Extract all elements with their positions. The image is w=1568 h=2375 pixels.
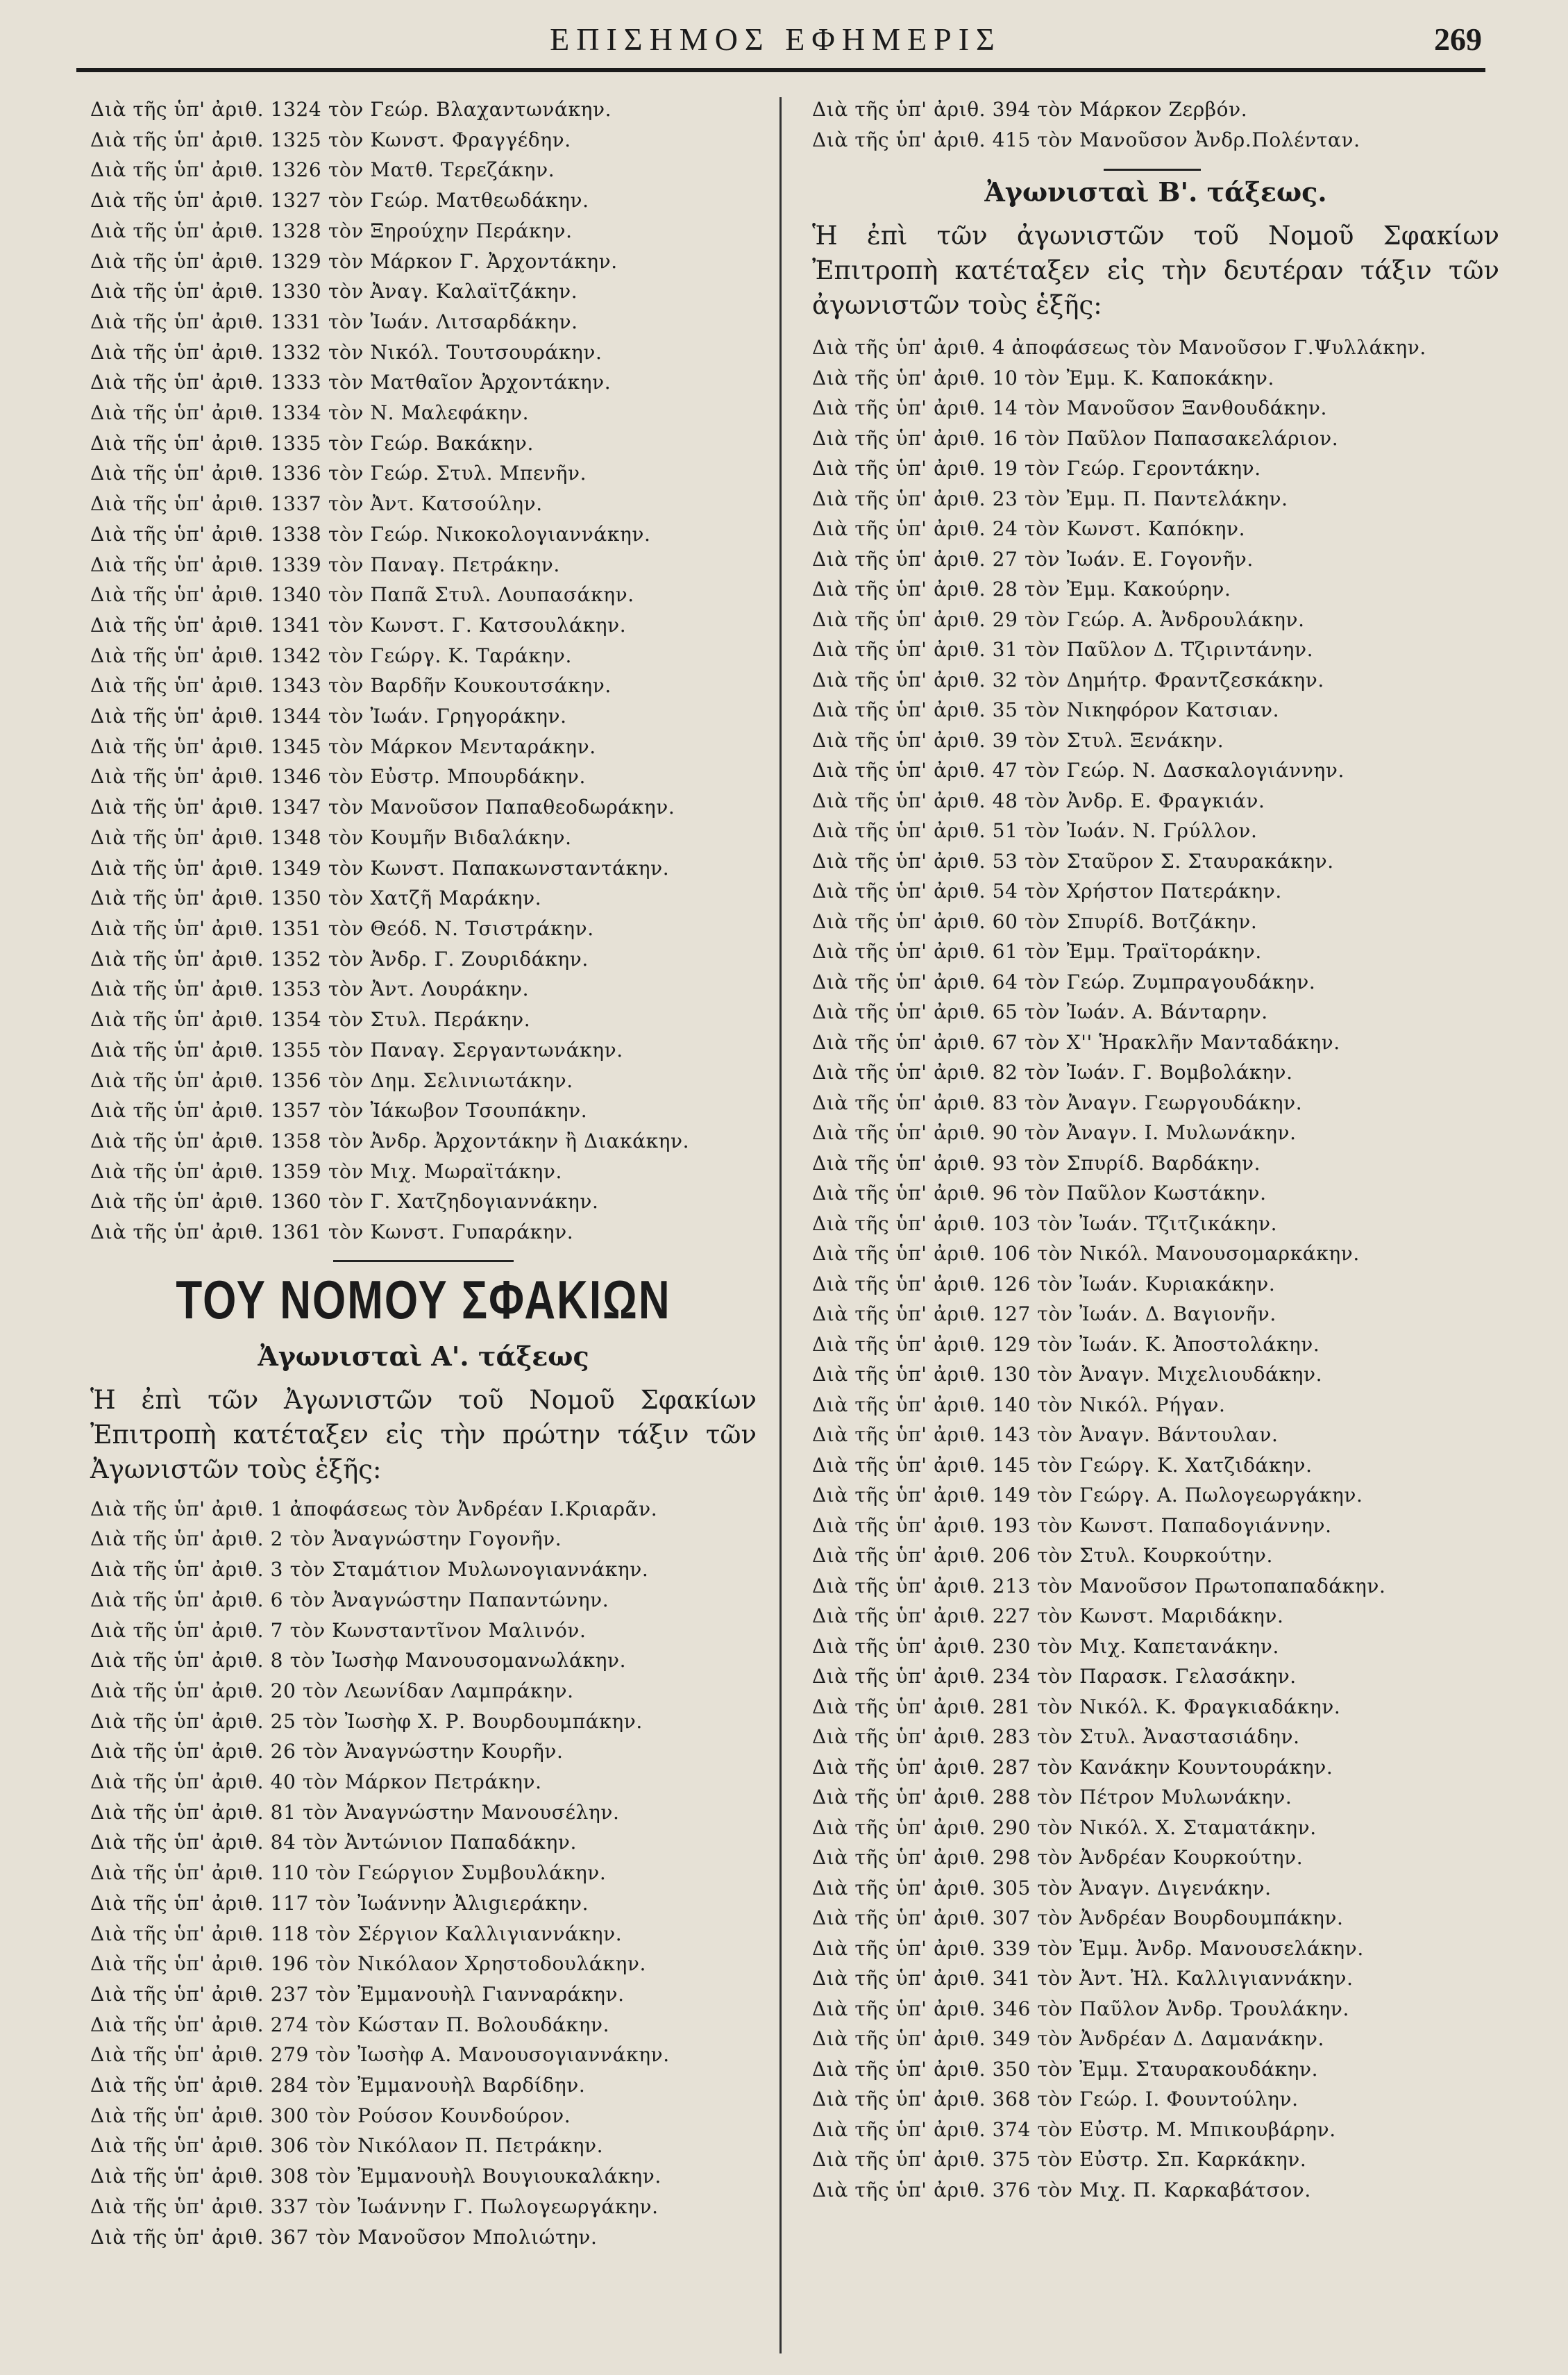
list-entry: Διὰ τῆς ὑπ' ἀριθ. 290 τὸν Νικόλ. Χ. Σταματάκην. <box>812 1815 1317 1839</box>
list-entry: Διὰ τῆς ὑπ' ἀριθ. 1347 τὸν Μανοῦσον Παπαθεοδωράκην. <box>90 796 675 819</box>
list-entry: Διὰ τῆς ὑπ' ἀριθ. 26 τὸν Ἀναγνώστην Κουρῆν. <box>90 1740 564 1763</box>
list-entry: Διὰ τῆς ὑπ' ἀριθ. 1336 τὸν Γεώρ. Στυλ. Μπενῆν. <box>90 462 587 485</box>
list-entry: Διὰ τῆς ὑπ' ἀριθ. 1358 τὸν Ἀνδρ. Ἀρχοντάκην ἢ Διακάκην. <box>90 1129 690 1152</box>
list-entry: Διὰ τῆς ὑπ' ἀριθ. 23 τὸν Ἐμμ. Π. Παντελάκην. <box>812 487 1288 510</box>
list-entry: Διὰ τῆς ὑπ' ἀριθ. 1325 τὸν Κωνστ. Φραγγέδην. <box>90 128 571 151</box>
intro-paragraph-first-class: Ἡ ἐπὶ τῶν Ἀγωνιστῶν τοῦ Νομοῦ Σφακίων Ἐπιτροπὴ κατέταξεν εἰς τὴν πρώτην τάξιν τῶν Ἀγωνιστῶν τοὺς ἑξῆς: <box>90 1384 757 1484</box>
list-entry: Διὰ τῆς ὑπ' ἀριθ. 1360 τὸν Γ. Χατζηδογιαννάκην. <box>90 1190 599 1214</box>
list-entry: Διὰ τῆς ὑπ' ἀριθ. 279 τὸν Ἰωσὴφ Α. Μανουσογιαννάκην. <box>90 2043 670 2067</box>
list-entry: Διὰ τῆς ὑπ' ἀριθ. 83 τὸν Ἀναγν. Γεωργουδάκην. <box>812 1091 1303 1114</box>
list-entry: Διὰ τῆς ὑπ' ἀριθ. 1345 τὸν Μάρκον Μενταράκην. <box>90 735 596 758</box>
list-entry: Διὰ τῆς ὑπ' ἀριθ. 29 τὸν Γεώρ. Α. Ἀνδρουλάκην. <box>812 607 1305 631</box>
list-entry: Διὰ τῆς ὑπ' ἀριθ. 53 τὸν Σταῦρον Σ. Σταυρακάκην. <box>812 849 1334 873</box>
list-entry: Διὰ τῆς ὑπ' ἀριθ. 230 τὸν Μιχ. Καπετανάκην. <box>812 1634 1279 1658</box>
list-entry: Διὰ τῆς ὑπ' ἀριθ. 1356 τὸν Δημ. Σελινιωτάκην. <box>90 1068 573 1092</box>
list-entry: Διὰ τῆς ὑπ' ἀριθ. 1334 τὸν Ν. Μαλεφάκην. <box>90 401 530 425</box>
list-entry: Διὰ τῆς ὑπ' ἀριθ. 84 τὸν Ἀντώνιον Παπαδάκην. <box>90 1831 578 1854</box>
list-entry: Διὰ τῆς ὑπ' ἀριθ. 7 τὸν Κωνσταντῖνον Μαλινόν. <box>90 1618 587 1642</box>
list-entry: Διὰ τῆς ὑπ' ἀριθ. 298 τὸν Ἀνδρέαν Κουρκούτην. <box>812 1846 1304 1869</box>
list-entry: Διὰ τῆς ὑπ' ἀριθ. 106 τὸν Νικόλ. Μανουσομαρκάκην. <box>812 1242 1360 1265</box>
list-entry: Διὰ τῆς ὑπ' ἀριθ. 47 τὸν Γεώρ. Ν. Δασκαλογιάννην. <box>812 759 1345 782</box>
list-entry: Διὰ τῆς ὑπ' ἀριθ. 1349 τὸν Κωνστ. Παπακωνσταντάκην. <box>90 856 670 880</box>
list-entry: Διὰ τῆς ὑπ' ἀριθ. 8 τὸν Ἰωσὴφ Μανουσομανωλάκην. <box>90 1649 627 1672</box>
column-divider <box>779 97 782 2353</box>
list-entry: Διὰ τῆς ὑπ' ἀριθ. 305 τὸν Ἀναγν. Διγενάκην. <box>812 1876 1272 1899</box>
list-entry: Διὰ τῆς ὑπ' ἀριθ. 61 τὸν Ἐμμ. Τραϊτοράκην. <box>812 940 1262 963</box>
list-entry: Διὰ τῆς ὑπ' ἀριθ. 1327 τὸν Γεώρ. Ματθεωδάκην. <box>90 189 589 212</box>
list-entry: Διὰ τῆς ὑπ' ἀριθ. 193 τὸν Κωνστ. Παπαδογιάννην. <box>812 1513 1332 1537</box>
right-entries <box>812 333 1499 2205</box>
list-entry: Διὰ τῆς ὑπ' ἀριθ. 1352 τὸν Ἀνδρ. Γ. Ζουριδάκην. <box>90 947 589 971</box>
list-entry: Διὰ τῆς ὑπ' ἀριθ. 1332 τὸν Νικόλ. Τουτσουράκην. <box>90 340 602 364</box>
list-entry: Διὰ τῆς ὑπ' ἀριθ. 64 τὸν Γεώρ. Ζυμπραγουδάκην. <box>812 970 1316 993</box>
list-entry: Διὰ τῆς ὑπ' ἀριθ. 227 τὸν Κωνστ. Μαριδάκην. <box>812 1604 1284 1627</box>
list-entry: Διὰ τῆς ὑπ' ἀριθ. 1338 τὸν Γεώρ. Νικοκολογιαννάκην. <box>90 522 651 546</box>
list-entry: Διὰ τῆς ὑπ' ἀριθ. 1357 τὸν Ἰάκωβον Τσουπάκην. <box>90 1099 588 1123</box>
list-entry: Διὰ τῆς ὑπ' ἀριθ. 1340 τὸν Παπᾶ Στυλ. Λουπασάκην. <box>90 583 634 607</box>
right-entries-top <box>812 94 1499 155</box>
list-entry: Διὰ τῆς ὑπ' ἀριθ. 284 τὸν Ἐμμανουὴλ Βαρδίδην. <box>90 2074 586 2097</box>
list-entry: Διὰ τῆς ὑπ' ἀριθ. 51 τὸν Ἰωάν. Ν. Γρύλλον. <box>812 819 1258 842</box>
list-entry: Διὰ τῆς ὑπ' ἀριθ. 127 τὸν Ἰωάν. Δ. Βαγιονῆν. <box>812 1302 1276 1325</box>
list-entry: Διὰ τῆς ὑπ' ἀριθ. 140 τὸν Νικόλ. Ρήγαν. <box>812 1393 1226 1416</box>
list-entry: Διὰ τῆς ὑπ' ἀριθ. 60 τὸν Σπυρίδ. Βοτζάκην. <box>812 909 1258 933</box>
list-entry: Διὰ τῆς ὑπ' ἀριθ. 96 τὸν Παῦλον Κωστάκην. <box>812 1182 1267 1205</box>
list-entry: Διὰ τῆς ὑπ' ἀριθ. 376 τὸν Μιχ. Π. Καρκαβάτσον. <box>812 2178 1311 2201</box>
list-entry: Διὰ τῆς ὑπ' ἀριθ. 82 τὸν Ἰωάν. Γ. Βομβολάκην. <box>812 1061 1293 1084</box>
list-entry: Διὰ τῆς ὑπ' ἀριθ. 103 τὸν Ἰωάν. Τζιτζικάκην. <box>812 1211 1278 1235</box>
list-entry: Διὰ τῆς ὑπ' ἀριθ. 237 τὸν Ἐμμανουὴλ Γιανναράκην. <box>90 1982 625 2006</box>
list-entry: Διὰ τῆς ὑπ' ἀριθ. 10 τὸν Ἐμμ. Κ. Καποκάκην. <box>812 366 1274 389</box>
list-entry: Διὰ τῆς ὑπ' ἀριθ. 81 τὸν Ἀναγνώστην Μανουσέλην. <box>90 1800 620 1824</box>
list-entry: Διὰ τῆς ὑπ' ἀριθ. 1329 τὸν Μάρκον Γ. Ἀρχοντάκην. <box>90 249 618 273</box>
list-entry: Διὰ τῆς ὑπ' ἀριθ. 20 τὸν Λεωνίδαν Λαμπράκην. <box>90 1679 574 1702</box>
list-entry: Διὰ τῆς ὑπ' ἀριθ. 206 τὸν Στυλ. Κουρκούτην. <box>812 1544 1273 1567</box>
list-entry: Διὰ τῆς ὑπ' ἀριθ. 1354 τὸν Στυλ. Περάκην. <box>90 1008 531 1032</box>
list-entry: Διὰ τῆς ὑπ' ἀριθ. 93 τὸν Σπυρίδ. Βαρδάκην. <box>812 1151 1261 1175</box>
list-entry: Διὰ τῆς ὑπ' ἀριθ. 1343 τὸν Βαρδῆν Κουκουτσάκην. <box>90 674 612 698</box>
header-rule <box>76 68 1485 72</box>
list-entry: Διὰ τῆς ὑπ' ἀριθ. 274 τὸν Κώσταν Π. Βολουδάκην. <box>90 2013 610 2036</box>
list-entry: Διὰ τῆς ὑπ' ἀριθ. 117 τὸν Ἰωάννην Ἀλιgιεράκην. <box>90 1891 589 1915</box>
list-entry: Διὰ τῆς ὑπ' ἀριθ. 213 τὸν Μανοῦσον Πρωτοπαπαδάκην. <box>812 1574 1386 1597</box>
list-entry: Διὰ τῆς ὑπ' ἀριθ. 1330 τὸν Ἀναγ. Καλαϊτζάκην. <box>90 280 578 303</box>
list-entry: Διὰ τῆς ὑπ' ἀριθ. 48 τὸν Ἀνδρ. Ε. Φραγκιάν. <box>812 789 1265 812</box>
list-entry: Διὰ τῆς ὑπ' ἀριθ. 307 τὸν Ἀνδρέαν Βουρδουμπάκην. <box>812 1906 1344 1929</box>
list-entry: Διὰ τῆς ὑπ' ἀριθ. 374 τὸν Εὐστρ. Μ. Μπικουβάρην. <box>812 2117 1336 2141</box>
list-entry: Διὰ τῆς ὑπ' ἀριθ. 1355 τὸν Παναγ. Σεργαντωνάκην. <box>90 1038 623 1061</box>
list-entry: Διὰ τῆς ὑπ' ἀριθ. 54 τὸν Χρήστον Πατεράκην. <box>812 880 1282 903</box>
list-entry: Διὰ τῆς ὑπ' ἀριθ. 14 τὸν Μανοῦσον Ξανθουδάκην. <box>812 396 1327 419</box>
ornament-rule <box>1104 169 1201 171</box>
list-entry: Διὰ τῆς ὑπ' ἀριθ. 27 τὸν Ἰωάν. Ε. Γογονῆν. <box>812 547 1254 571</box>
list-entry: Διὰ τῆς ὑπ' ἀριθ. 283 τὸν Στυλ. Ἀναστασιάδην. <box>812 1725 1300 1748</box>
page-number: 269 <box>1434 22 1482 57</box>
ornament-rule <box>333 1260 514 1262</box>
list-entry: Διὰ τῆς ὑπ' ἀριθ. 368 τὸν Γεώρ. Ι. Φουντούλην. <box>812 2088 1299 2110</box>
list-entry: Διὰ τῆς ὑπ' ἀριθ. 306 τὸν Νικόλαον Π. Πετράκην. <box>90 2134 604 2158</box>
left-column <box>90 94 757 2252</box>
list-entry: Διὰ τῆς ὑπ' ἀριθ. 1339 τὸν Παναγ. Πετράκην. <box>90 553 560 576</box>
list-entry: Διὰ τῆς ὑπ' ἀριθ. 1344 τὸν Ἰωάν. Γρηγοράκην. <box>90 705 567 728</box>
list-entry: Διὰ τῆς ὑπ' ἀριθ. 1348 τὸν Κουμῆν Βιδαλάκην. <box>90 825 572 849</box>
list-entry: Διὰ τῆς ὑπ' ἀριθ. 1350 τὸν Χατζῆ Μαράκην. <box>90 887 542 910</box>
list-entry: Διὰ τῆς ὑπ' ἀριθ. 67 τὸν Χ'' Ἡρακλῆν Μανταδάκην. <box>812 1030 1340 1054</box>
list-entry: Διὰ τῆς ὑπ' ἀριθ. 350 τὸν Ἐμμ. Σταυρακουδάκην. <box>812 2057 1319 2081</box>
list-entry: Διὰ τῆς ὑπ' ἀριθ. 143 τὸν Ἀναγν. Βάντουλαν. <box>812 1423 1279 1446</box>
list-entry: Διὰ τῆς ὑπ' ἀριθ. 40 τὸν Μάρκον Πετράκην. <box>90 1770 542 1794</box>
list-entry: Διὰ τῆς ὑπ' ἀριθ. 367 τὸν Μανοῦσον Μπολιώτην. <box>90 2225 598 2249</box>
list-entry: Διὰ τῆς ὑπ' ἀριθ. 129 τὸν Ἰωάν. Κ. Ἀποστολάκην. <box>812 1332 1320 1356</box>
list-entry: Διὰ τῆς ὑπ' ἀριθ. 32 τὸν Δημήτρ. Φραντζεσκάκην. <box>812 668 1324 691</box>
list-entry: Διὰ τῆς ὑπ' ἀριθ. 1342 τὸν Γεώργ. Κ. Ταράκην. <box>90 644 572 667</box>
intro-paragraph-second-class: Ἡ ἐπὶ τῶν ἀγωνιστῶν τοῦ Νομοῦ Σφακίων Ἐπιτροπὴ κατέταξεν εἰς τὴν δευτέραν τάξιν τῶν ἀγωνιστῶν τοὺς ἑξῆς: <box>812 221 1499 320</box>
list-entry: Διὰ τῆς ὑπ' ἀριθ. 149 τὸν Γεώργ. Α. Πωλογεωργάκην. <box>812 1484 1363 1507</box>
list-entry: Διὰ τῆς ὑπ' ἀριθ. 39 τὸν Στυλ. Ξενάκην. <box>812 728 1224 752</box>
list-entry: Διὰ τῆς ὑπ' ἀριθ. 16 τὸν Παῦλον Παπασακελάριον. <box>812 426 1339 450</box>
list-entry: Διὰ τῆς ὑπ' ἀριθ. 4 ἀποφάσεως τὸν Μανοῦσον Γ.Ψυλλάκην. <box>812 336 1426 359</box>
list-entry: Διὰ τῆς ὑπ' ἀριθ. 110 τὸν Γεώργιον Συμβουλάκην. <box>90 1861 607 1885</box>
list-entry: Διὰ τῆς ὑπ' ἀριθ. 3 τὸν Σταμάτιον Μυλωνογιαννάκην. <box>90 1558 649 1581</box>
list-entry: Διὰ τῆς ὑπ' ἀριθ. 300 τὸν Ρούσον Κουνδούρον. <box>90 2104 571 2127</box>
list-entry: Διὰ τῆς ὑπ' ἀριθ. 1359 τὸν Μιχ. Μωραϊτάκην. <box>90 1159 562 1183</box>
list-entry: Διὰ τῆς ὑπ' ἀριθ. 1346 τὸν Εὐστρ. Μπουρδάκην. <box>90 765 587 789</box>
list-entry: Διὰ τῆς ὑπ' ἀριθ. 35 τὸν Νικηφόρον Κατσιαν. <box>812 698 1280 721</box>
list-entry: Διὰ τῆς ὑπ' ἀριθ. 1341 τὸν Κωνστ. Γ. Κατσουλάκην. <box>90 613 627 637</box>
left-entries-top <box>90 94 757 1248</box>
list-entry: Διὰ τῆς ὑπ' ἀριθ. 126 τὸν Ἰωάν. Κυριακάκην. <box>812 1272 1276 1295</box>
list-entry: Διὰ τῆς ὑπ' ἀριθ. 339 τὸν Ἐμμ. Ἀνδρ. Μανουσελάκην. <box>812 1936 1364 1960</box>
list-entry: Διὰ τῆς ὑπ' ἀριθ. 415 τὸν Μανοῦσον Ἀνδρ.Πολένταν. <box>812 128 1360 151</box>
list-entry: Διὰ τῆς ὑπ' ἀριθ. 287 τὸν Κανάκην Κουντουράκην. <box>812 1755 1333 1779</box>
list-entry: Διὰ τῆς ὑπ' ἀριθ. 1333 τὸν Ματθαῖον Ἀρχοντάκην. <box>90 371 612 394</box>
list-entry: Διὰ τῆς ὑπ' ἀριθ. 24 τὸν Κωνστ. Καπόκην. <box>812 517 1246 540</box>
list-entry: Διὰ τῆς ὑπ' ἀριθ. 25 τὸν Ἰωσὴφ Χ. Ρ. Βουρδουμπάκην. <box>90 1709 643 1733</box>
list-entry: Διὰ τῆς ὑπ' ἀριθ. 1361 τὸν Κωνστ. Γυπαράκην. <box>90 1220 574 1244</box>
list-entry: Διὰ τῆς ὑπ' ἀριθ. 1337 τὸν Ἀντ. Κατσούλην. <box>90 492 543 516</box>
list-entry: Διὰ τῆς ὑπ' ἀριθ. 337 τὸν Ἰωάννην Γ. Πωλογεωργάκην. <box>90 2194 659 2218</box>
list-entry: Διὰ τῆς ὑπ' ἀριθ. 118 τὸν Σέργιον Καλλιγιαννάκην. <box>90 1922 623 1945</box>
list-entry: Διὰ τῆς ὑπ' ἀριθ. 145 τὸν Γεώργ. Κ. Χατζιδάκην. <box>812 1453 1313 1477</box>
section-subtitle-first-class: Ἀγωνισταὶ Α'. τάξεως <box>258 1340 589 1372</box>
list-entry: Διὰ τῆς ὑπ' ἀριθ. 28 τὸν Ἐμμ. Κακούρην. <box>812 578 1231 601</box>
list-entry: Διὰ τῆς ὑπ' ἀριθ. 288 τὸν Πέτρον Μυλωνάκην. <box>812 1786 1292 1808</box>
section-title: ΤΟΥ ΝΟΜΟΥ ΣΦΑΚΙΩΝ <box>176 1270 671 1331</box>
list-entry: Διὰ τῆς ὑπ' ἀριθ. 341 τὸν Ἀντ. Ἠλ. Καλλιγιαννάκην. <box>812 1967 1354 1990</box>
list-entry: Διὰ τῆς ὑπ' ἀριθ. 1331 τὸν Ἰωάν. Λιτσαρδάκην. <box>90 310 578 333</box>
list-entry: Διὰ τῆς ὑπ' ἀριθ. 2 τὸν Ἀναγνώστην Γογονῆν. <box>90 1527 562 1551</box>
list-entry: Διὰ τῆς ὑπ' ἀριθ. 1328 τὸν Ξηρούχην Περάκην. <box>90 219 573 242</box>
list-entry: Διὰ τῆς ὑπ' ἀριθ. 281 τὸν Νικόλ. Κ. Φραγκιαδάκην. <box>812 1695 1341 1718</box>
list-entry: Διὰ τῆς ὑπ' ἀριθ. 394 τὸν Μάρκον Ζερβόν. <box>812 98 1248 121</box>
section-subtitle-second-class: Ἀγωνισταὶ Β'. τάξεως. <box>984 176 1327 208</box>
list-entry: Διὰ τῆς ὑπ' ἀριθ. 90 τὸν Ἀναγν. Ι. Μυλωνάκην. <box>812 1121 1297 1144</box>
list-entry: Διὰ τῆς ὑπ' ἀριθ. 234 τὸν Παρασκ. Γελασάκην. <box>812 1665 1297 1688</box>
list-entry: Διὰ τῆς ὑπ' ἀριθ. 346 τὸν Παῦλον Ἀνδρ. Τρουλάκην. <box>812 1997 1349 2020</box>
list-entry: Διὰ τῆς ὑπ' ἀριθ. 1 ἀποφάσεως τὸν Ἀνδρέαν Ι.Κριαρᾶν. <box>90 1497 658 1520</box>
list-entry: Διὰ τῆς ὑπ' ἀριθ. 19 τὸν Γεώρ. Γεροντάκην. <box>812 457 1261 480</box>
list-entry: Διὰ τῆς ὑπ' ἀριθ. 1335 τὸν Γεώρ. Βακάκην. <box>90 431 534 455</box>
list-entry: Διὰ τῆς ὑπ' ἀριθ. 65 τὸν Ἰωάν. Α. Βάνταρην. <box>812 1000 1268 1023</box>
list-entry: Διὰ τῆς ὑπ' ἀριθ. 1353 τὸν Ἀντ. Λουράκην. <box>90 977 530 1001</box>
list-entry: Διὰ τῆς ὑπ' ἀριθ. 349 τὸν Ἀνδρέαν Δ. Δαμανάκην. <box>812 2027 1324 2050</box>
list-entry: Διὰ τῆς ὑπ' ἀριθ. 1324 τὸν Γεώρ. Βλαχαντωνάκην. <box>90 98 612 121</box>
right-column <box>812 94 1499 2205</box>
list-entry: Διὰ τῆς ὑπ' ἀριθ. 1326 τὸν Ματθ. Τερεζάκην. <box>90 158 555 182</box>
list-entry: Διὰ τῆς ὑπ' ἀριθ. 6 τὸν Ἀναγνώστην Παπαντώνην. <box>90 1588 609 1611</box>
list-entry: Διὰ τῆς ὑπ' ἀριθ. 31 τὸν Παῦλον Δ. Τζιριντάνην. <box>812 638 1314 661</box>
list-entry: Διὰ τῆς ὑπ' ἀριθ. 196 τὸν Νικόλαον Χρηστοδουλάκην. <box>90 1952 646 1976</box>
list-entry: Διὰ τῆς ὑπ' ἀριθ. 375 τὸν Εὐστρ. Σπ. Καρκάκην. <box>812 2148 1307 2171</box>
page-header <box>69 21 1482 62</box>
list-entry: Διὰ τῆς ὑπ' ἀριθ. 130 τὸν Ἀναγν. Μιχελιουδάκην. <box>812 1363 1323 1386</box>
list-entry: Διὰ τῆς ὑπ' ἀριθ. 308 τὸν Ἐμμανουὴλ Βουγιουκαλάκην. <box>90 2165 661 2188</box>
left-entries-bottom <box>90 1494 757 2253</box>
publication-title: ΕΠΙΣΗΜΟΣ ΕΦΗΜΕΡΙΣ <box>550 22 1002 57</box>
list-entry: Διὰ τῆς ὑπ' ἀριθ. 1351 τὸν Θεόδ. Ν. Τσιστράκην. <box>90 916 594 940</box>
